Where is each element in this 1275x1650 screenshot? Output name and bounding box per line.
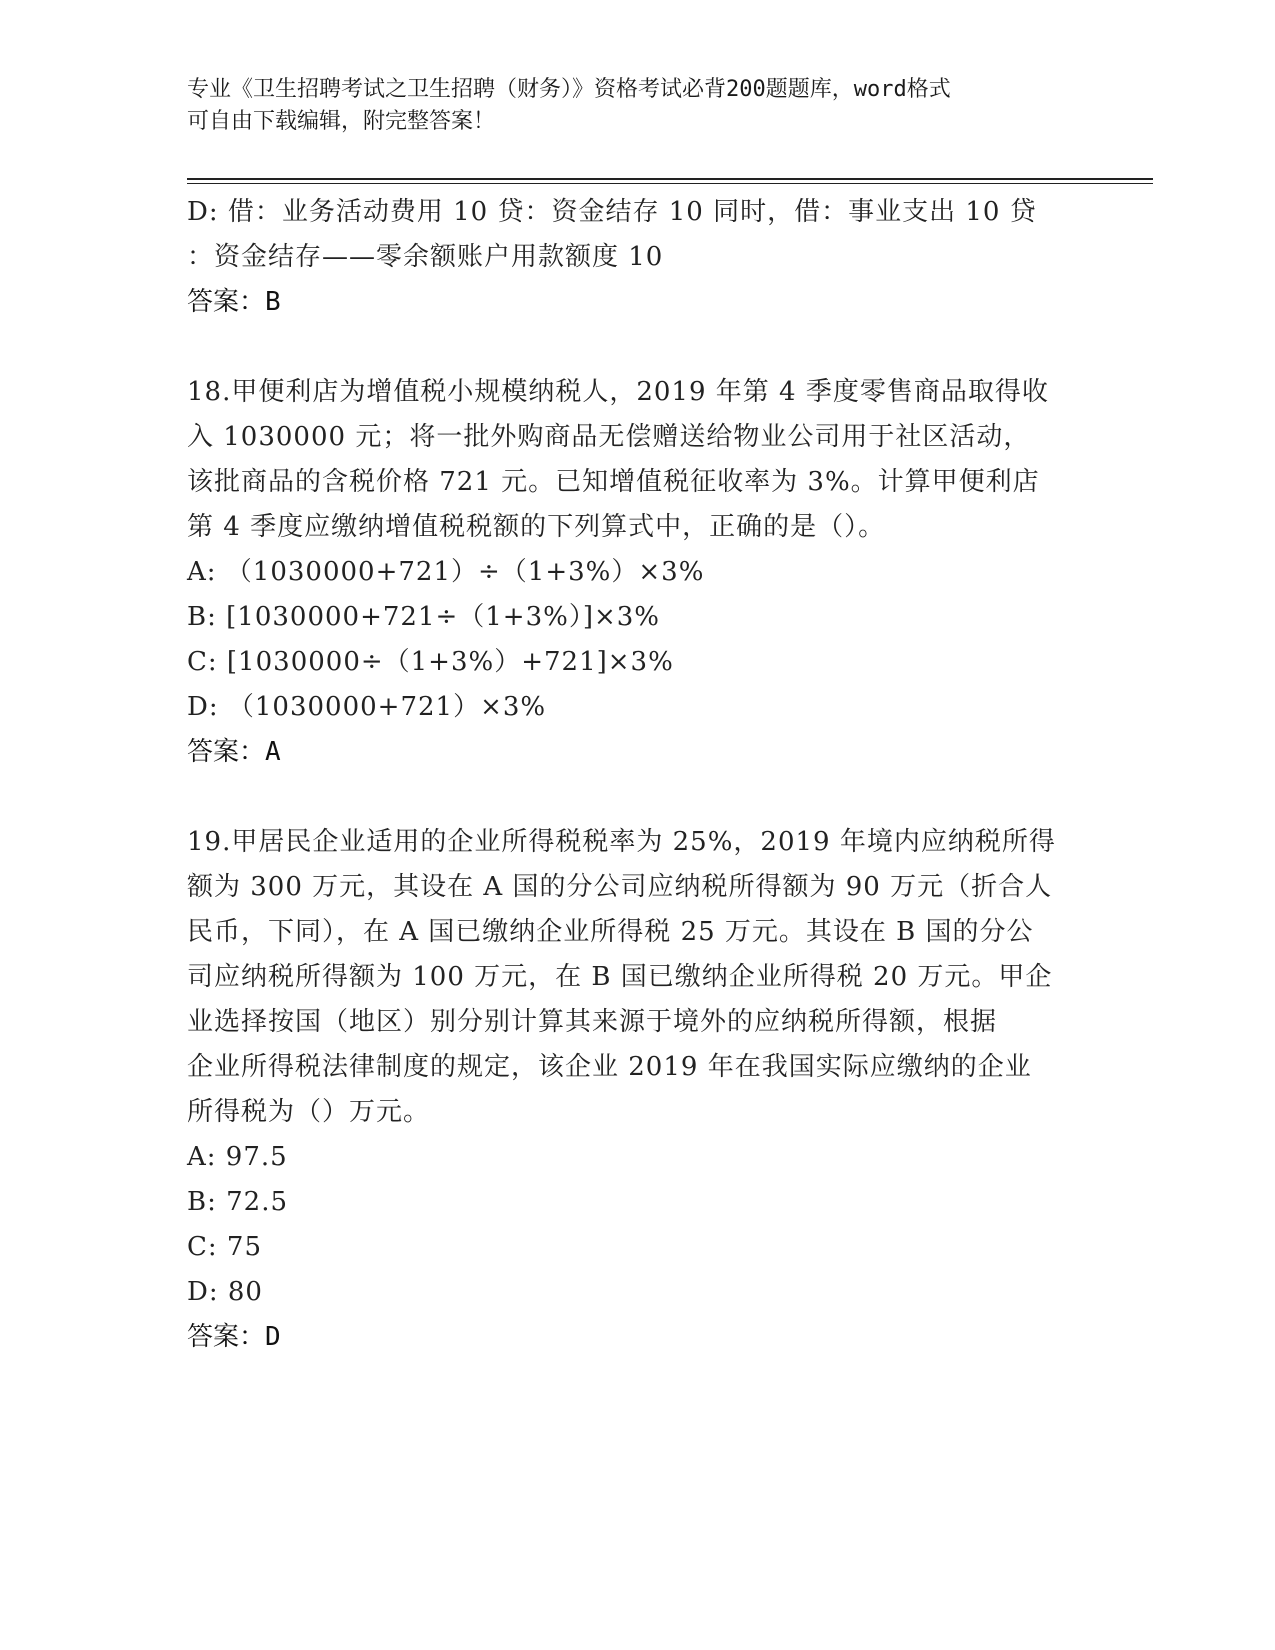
- option-c: C: 75: [187, 1232, 263, 1262]
- question-19: [187, 820, 1087, 1360]
- header-title-line-2: 可自由下载编辑，附完整答案！: [187, 109, 496, 134]
- option-a: A: （1030000+721）÷（1+3%）×3%: [187, 557, 705, 587]
- header-divider-thick: [187, 178, 1153, 180]
- answer-line: 答案：A: [187, 737, 281, 767]
- question-text-line: 企业所得税法律制度的规定，该企业 2019 年在我国实际应缴纳的企业: [187, 1052, 1032, 1082]
- option-d-line-2: ：资金结存——零余额账户用款额度 10: [187, 242, 664, 272]
- answer-line: 答案：B: [187, 287, 281, 317]
- option-d-line-1: D: 借：业务活动费用 10 贷：资金结存 10 同时，借：事业支出 10 贷: [187, 197, 1037, 227]
- document-header: [187, 74, 1087, 138]
- question-text-line: 18.甲便利店为增值税小规模纳税人，2019 年第 4 季度零售商品取得收: [187, 377, 1049, 407]
- header-divider-thin: [187, 183, 1153, 184]
- question-text-line: 入 1030000 元；将一批外购商品无偿赠送给物业公司用于社区活动，: [187, 422, 1031, 452]
- spacer: [187, 325, 1087, 370]
- option-d: D: 80: [187, 1277, 263, 1307]
- option-a: A: 97.5: [187, 1142, 288, 1172]
- question-text-line: 民币，下同），在 A 国已缴纳企业所得税 25 万元。其设在 B 国的分公: [187, 917, 1034, 947]
- question-text-line: 所得税为（）万元。: [187, 1097, 431, 1127]
- header-title-line-1: 专业《卫生招聘考试之卫生招聘（财务）》资格考试必背200题题库，word格式: [187, 77, 951, 102]
- answer-line: 答案：D: [187, 1322, 281, 1352]
- option-b: B: 72.5: [187, 1187, 289, 1217]
- document-body: [187, 190, 1087, 1360]
- previous-question-tail: [187, 190, 1087, 325]
- spacer: [187, 775, 1087, 820]
- question-text-line: 该批商品的含税价格 721 元。已知增值税征收率为 3%。计算甲便利店: [187, 467, 1040, 497]
- question-18: [187, 370, 1087, 775]
- question-text-line: 19.甲居民企业适用的企业所得税税率为 25%，2019 年境内应纳税所得: [187, 827, 1056, 857]
- question-text-line: 第 4 季度应缴纳增值税税额的下列算式中，正确的是（）。: [187, 512, 886, 542]
- option-d: D: （1030000+721）×3%: [187, 692, 547, 722]
- question-text-line: 额为 300 万元，其设在 A 国的分公司应纳税所得额为 90 万元（折合人: [187, 872, 1053, 902]
- question-text-line: 业选择按国（地区）别分别计算其来源于境外的应纳税所得额，根据: [187, 1007, 998, 1037]
- option-c: C: [1030000÷（1+3%）+721]×3%: [187, 647, 674, 677]
- question-text-line: 司应纳税所得额为 100 万元，在 B 国已缴纳企业所得税 20 万元。甲企: [187, 962, 1053, 992]
- option-b: B: [1030000+721÷（1+3%）]×3%: [187, 602, 661, 632]
